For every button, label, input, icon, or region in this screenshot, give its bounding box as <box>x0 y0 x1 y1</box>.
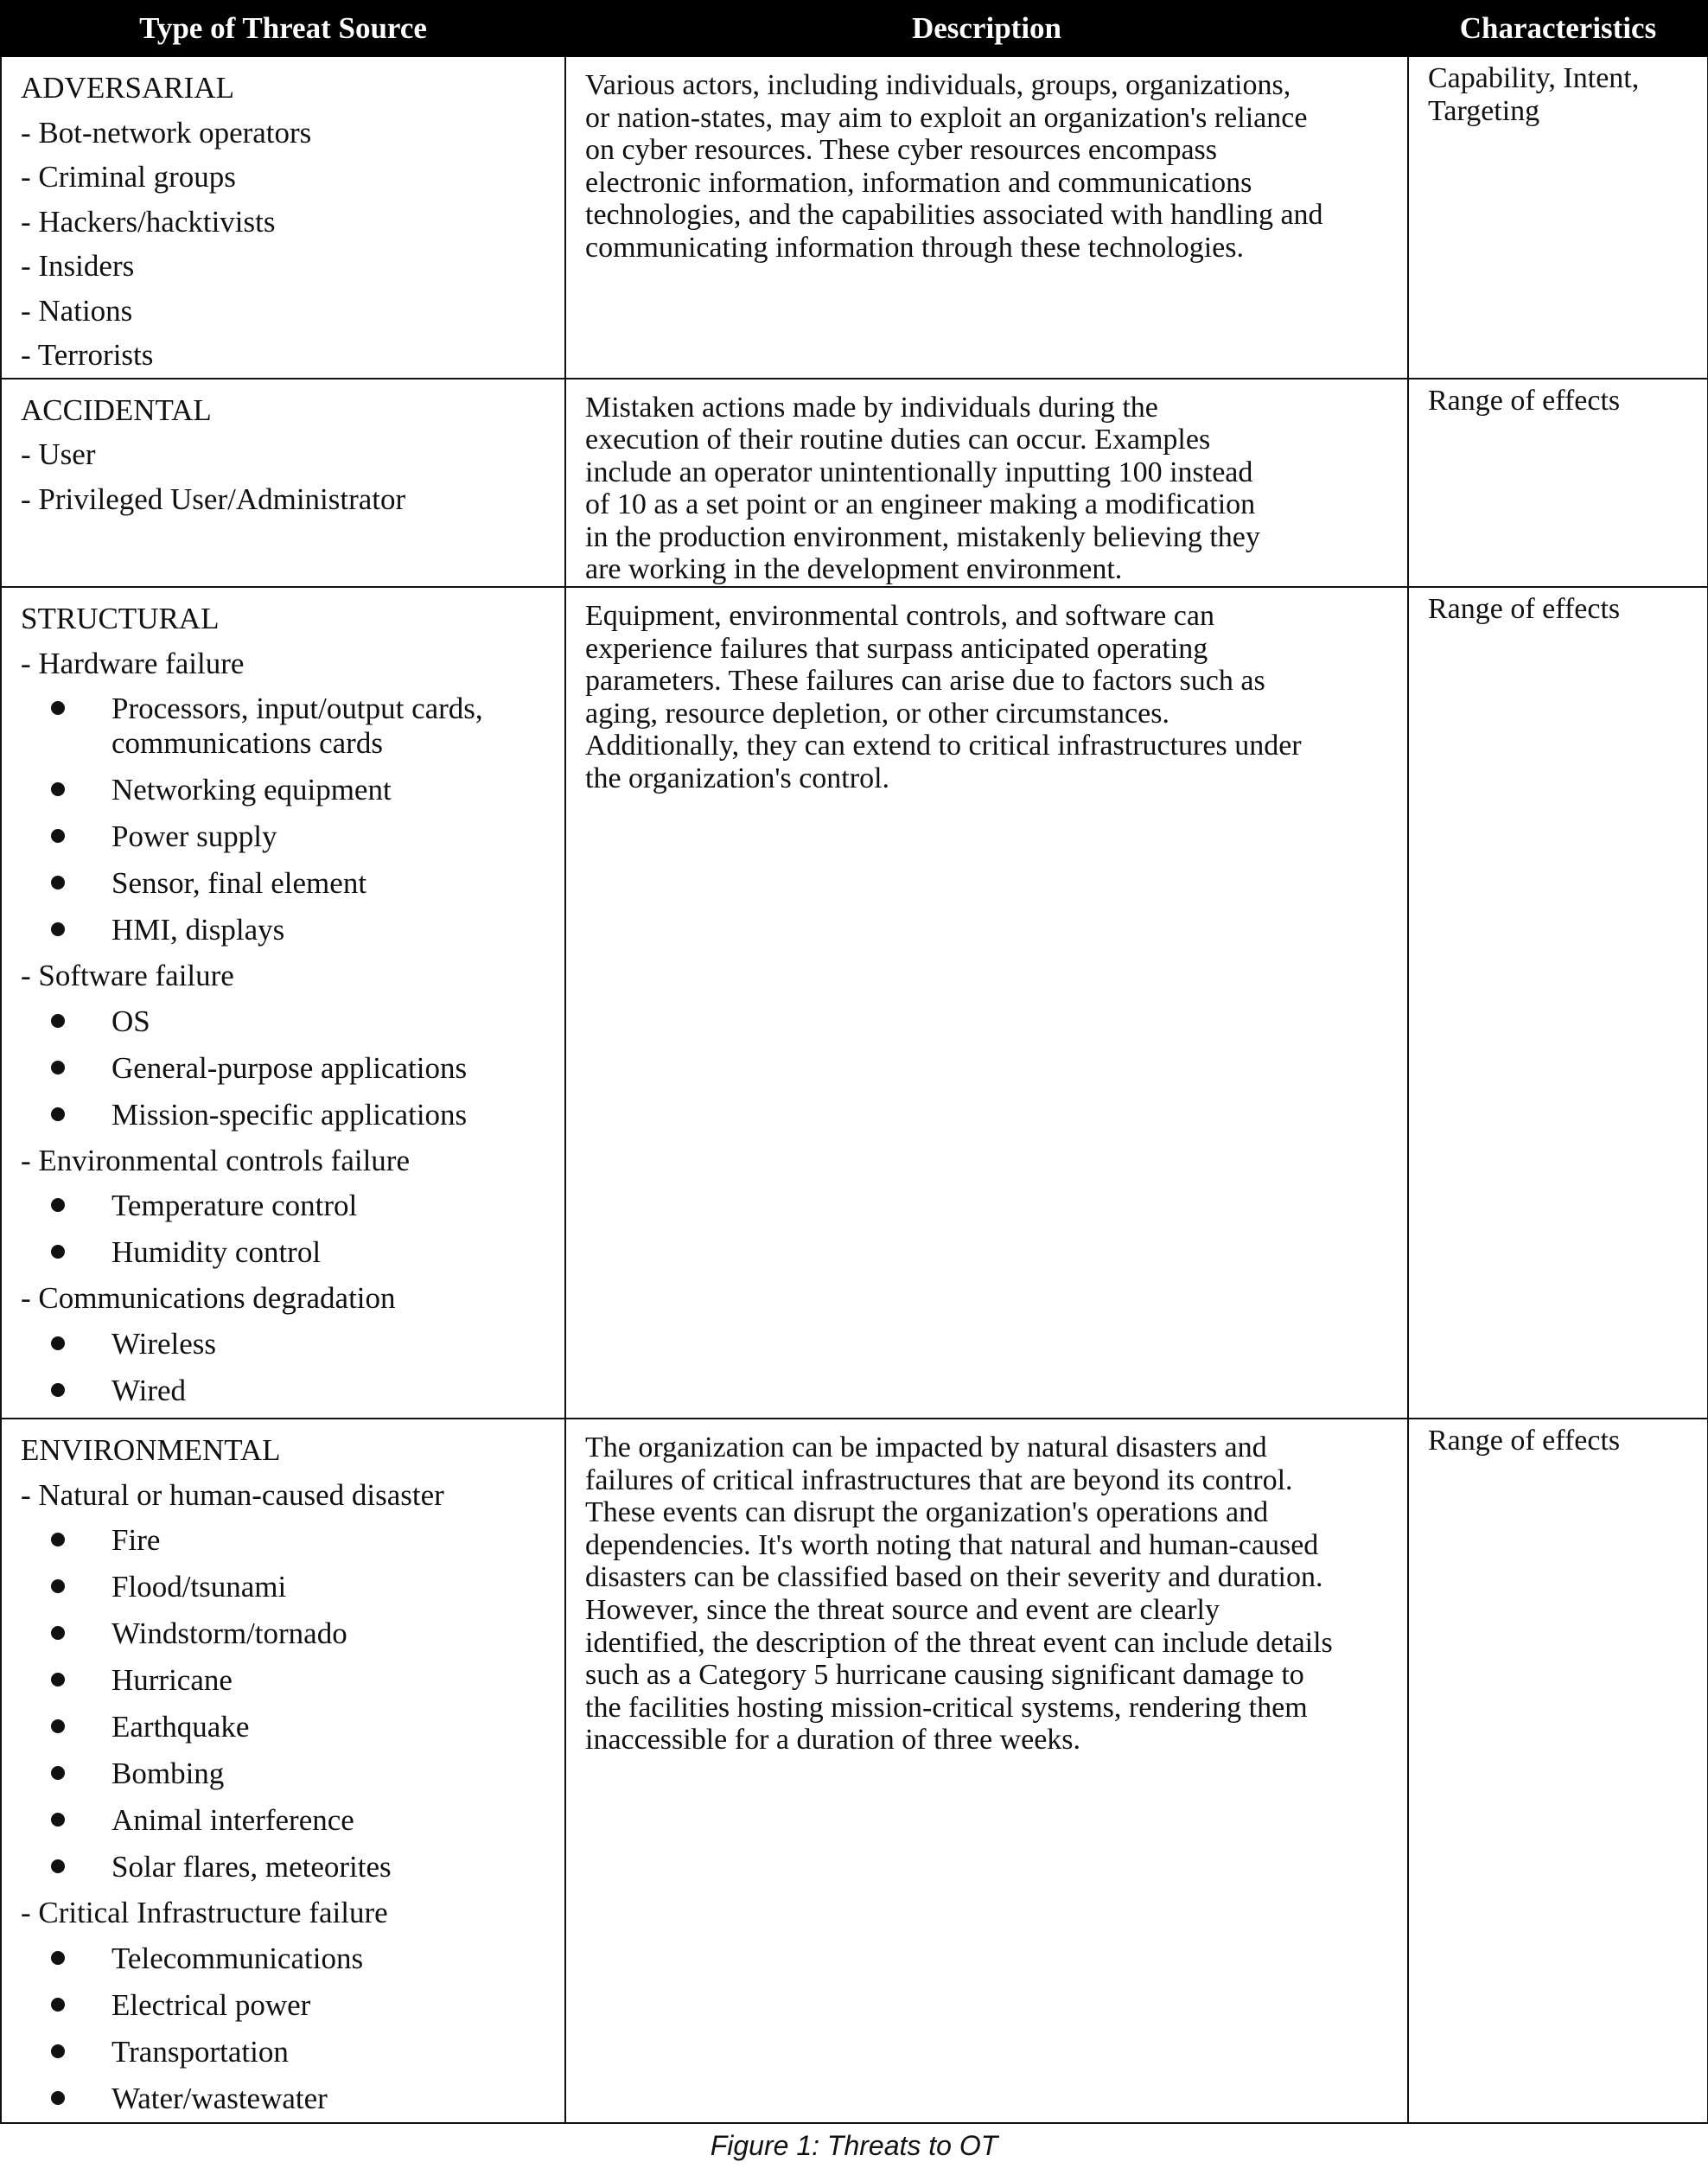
sub-category-item: - Privileged User/Administrator <box>21 481 406 516</box>
table-row-environmental <box>1 1419 1708 2123</box>
description-line: Various actors, including individuals, groups, organizations, <box>585 69 1291 101</box>
description-line: technologies, and the capabilities associated with handling and <box>585 199 1323 232</box>
bullet-dot-icon <box>51 876 65 890</box>
threat-category-label: ADVERSARIAL <box>21 71 234 105</box>
table-row-structural <box>1 587 1708 1419</box>
sub-category-item: - Criminal groups <box>21 160 236 194</box>
header-type-of-threat-source: Type of Threat Source <box>1 1 565 56</box>
sub-category-item: - Bot-network operators <box>21 115 312 150</box>
sub-category-item: - Insiders <box>21 249 135 283</box>
description-line: Mistaken actions made by individuals during the <box>585 391 1158 424</box>
threat-source-cell <box>1 379 565 588</box>
description-line: identified, the description of the threat event can include details <box>585 1626 1333 1659</box>
description-line: These events can disrupt the organization's operations and <box>585 1496 1269 1529</box>
bullet-dot-icon <box>51 1579 65 1593</box>
description-line: communicating information through these technologies. <box>585 231 1244 264</box>
header-description: Description <box>565 1 1408 56</box>
description-line: or nation-states, may aim to exploit an organization's reliance <box>585 101 1308 134</box>
description-line: of 10 as a set point or an engineer making a modification <box>585 488 1256 521</box>
bullet-item-text: Humidity control <box>112 1235 322 1270</box>
description-line: Additionally, they can extend to critical infrastructures under <box>585 730 1302 762</box>
bullet-item-text: Telecommunications <box>112 1941 364 1975</box>
bullet-list-item <box>21 1368 564 1414</box>
bullet-item-text: Processors, input/output cards, communications cards <box>112 692 483 761</box>
threat-source-cell <box>1 1419 565 2123</box>
threat-source-cell <box>1 56 565 379</box>
characteristics-cell <box>1408 587 1708 1419</box>
bullet-list-item <box>21 1092 564 1138</box>
bullet-item-text: Hurricane <box>112 1663 233 1698</box>
table-row-adversarial <box>1 56 1708 379</box>
bullet-item-text: Wireless <box>112 1326 217 1361</box>
bullet-item-text: OS <box>112 1004 150 1038</box>
header-characteristics: Characteristics <box>1408 1 1708 56</box>
description-line: the organization's control. <box>585 762 890 795</box>
bullet-list-item <box>21 685 564 767</box>
description-line: parameters. These failures can arise due to factors such as <box>585 665 1265 698</box>
bullet-list-item <box>21 860 564 907</box>
bullet-list-item <box>21 767 564 813</box>
bullet-list-item <box>21 1045 564 1092</box>
sub-category-item: - Nations <box>21 293 133 328</box>
bullet-dot-icon <box>51 1107 65 1121</box>
sub-category-item: - Software failure <box>21 959 234 993</box>
threat-source-cell <box>1 587 565 1419</box>
threat-category-label: ENVIRONMENTAL <box>21 1433 281 1468</box>
bullet-list-item <box>21 1982 564 2029</box>
bullet-dot-icon <box>51 1533 65 1546</box>
description-line: failures of critical infrastructures that are beyond its control. <box>585 1463 1293 1496</box>
bullet-list-item <box>21 1610 564 1657</box>
description-line: such as a Category 5 hurricane causing significant damage to <box>585 1659 1304 1692</box>
bullet-list-item <box>21 1704 564 1750</box>
description-cell <box>565 56 1408 379</box>
sub-category-item: - Terrorists <box>21 338 154 372</box>
bullet-list-item <box>21 1657 564 1704</box>
bullet-list-item <box>21 1321 564 1368</box>
bullet-list-item <box>21 1935 564 1982</box>
characteristics-cell <box>1408 56 1708 379</box>
sub-category-item: - Environmental controls failure <box>21 1143 410 1177</box>
bullet-item-text: Windstorm/tornado <box>112 1616 347 1651</box>
bullet-item-text: Earthquake <box>112 1710 250 1744</box>
description-line: on cyber resources. These cyber resources encompass <box>585 134 1218 167</box>
description-line: However, since the threat source and event are clearly <box>585 1594 1220 1627</box>
bullet-dot-icon <box>51 1336 65 1350</box>
sub-category-item: - Communications degradation <box>21 1281 396 1316</box>
bullet-dot-icon <box>51 1766 65 1780</box>
description-line: are working in the development environment. <box>585 553 1123 586</box>
bullet-dot-icon <box>51 1014 65 1028</box>
characteristics-line: Range of effects <box>1428 384 1621 417</box>
description-line: in the production environment, mistakenly believing they <box>585 520 1260 553</box>
description-cell <box>565 587 1408 1419</box>
bullet-dot-icon <box>51 2044 65 2058</box>
description-line: include an operator unintentionally inputting 100 instead <box>585 456 1253 488</box>
bullet-list-item <box>21 1844 564 1891</box>
bullet-item-text: Temperature control <box>112 1189 358 1223</box>
bullet-item-text: Flood/tsunami <box>112 1570 287 1604</box>
sub-category-item: - Critical Infrastructure failure <box>21 1896 388 1930</box>
description-line: electronic information, information and communications <box>585 166 1252 199</box>
threat-category-label: ACCIDENTAL <box>21 392 212 427</box>
bullet-dot-icon <box>51 1813 65 1827</box>
bullet-list-item <box>21 1797 564 1844</box>
bullet-item-text: Mission-specific applications <box>112 1097 468 1132</box>
bullet-list-item <box>21 1517 564 1564</box>
sub-category-item: - Hackers/hacktivists <box>21 204 276 239</box>
characteristics-cell <box>1408 1419 1708 2123</box>
description-line: experience failures that surpass anticipated operating <box>585 632 1208 665</box>
table-header-row <box>1 1 1708 56</box>
sub-category-item: - User <box>21 437 96 471</box>
description-line: Equipment, environmental controls, and software can <box>585 600 1214 633</box>
bullet-item-text: Networking equipment <box>112 773 392 807</box>
bullet-item-text: Bombing <box>112 1757 225 1791</box>
bullet-list-item <box>21 2076 564 2122</box>
figure-caption: Figure 1: Threats to OT <box>710 2130 998 2161</box>
bullet-list-item <box>21 907 564 953</box>
characteristics-line: Capability, Intent, <box>1428 62 1640 94</box>
bullet-item-text: Power supply <box>112 819 277 854</box>
bullet-list-item <box>21 1564 564 1610</box>
bullet-dot-icon <box>51 1198 65 1212</box>
bullet-dot-icon <box>51 782 65 796</box>
bullet-dot-icon <box>51 1951 65 1965</box>
bullet-dot-icon <box>51 1383 65 1397</box>
bullet-dot-icon <box>51 1859 65 1873</box>
description-line: disasters can be classified based on their severity and duration. <box>585 1561 1323 1594</box>
bullet-item-text: Transportation <box>112 2034 289 2069</box>
description-cell <box>565 1419 1408 2123</box>
sub-category-item: - Natural or human-caused disaster <box>21 1477 444 1512</box>
table-row-accidental <box>1 379 1708 588</box>
bullet-dot-icon <box>51 922 65 936</box>
bullet-item-text: Solar flares, meteorites <box>112 1850 392 1884</box>
bullet-dot-icon <box>51 1673 65 1687</box>
characteristics-line: Range of effects <box>1428 593 1621 626</box>
bullet-dot-icon <box>51 1998 65 2012</box>
description-line: the facilities hosting mission-critical systems, rendering them <box>585 1691 1308 1724</box>
bullet-list-item <box>21 1229 564 1276</box>
bullet-list-item <box>21 1183 564 1229</box>
bullet-list-item <box>21 998 564 1045</box>
threat-category-label: STRUCTURAL <box>21 602 220 636</box>
bullet-dot-icon <box>51 1061 65 1074</box>
characteristics-line: Range of effects <box>1428 1425 1621 1457</box>
description-line: The organization can be impacted by natural disasters and <box>585 1432 1267 1464</box>
bullet-list-item <box>21 1750 564 1797</box>
bullet-list-item <box>21 813 564 860</box>
bullet-item-text: Electrical power <box>112 1987 311 2022</box>
description-cell <box>565 379 1408 588</box>
bullet-dot-icon <box>51 1245 65 1259</box>
description-line: aging, resource depletion, or other circumstances. <box>585 697 1169 730</box>
description-line: dependencies. It's worth noting that natural and human-caused <box>585 1528 1319 1561</box>
characteristics-cell <box>1408 379 1708 588</box>
sub-category-item: - Hardware failure <box>21 646 245 680</box>
bullet-dot-icon <box>51 1719 65 1733</box>
bullet-list-item <box>21 2029 564 2076</box>
bullet-dot-icon <box>51 1626 65 1640</box>
characteristics-line: Targeting <box>1428 94 1540 127</box>
bullet-item-text: HMI, displays <box>112 913 285 947</box>
bullet-item-text: Wired <box>112 1373 187 1407</box>
bullet-item-text: Animal interference <box>112 1803 354 1838</box>
bullet-dot-icon <box>51 829 65 843</box>
bullet-item-text: General-purpose applications <box>112 1050 468 1085</box>
bullet-dot-icon <box>51 701 65 715</box>
bullet-item-text: Water/wastewater <box>112 2081 328 2115</box>
description-line: execution of their routine duties can occur. Examples <box>585 424 1211 456</box>
bullet-item-text: Sensor, final element <box>112 866 367 901</box>
description-line: inaccessible for a duration of three weeks. <box>585 1724 1081 1757</box>
bullet-item-text: Fire <box>112 1523 161 1558</box>
bullet-dot-icon <box>51 2091 65 2105</box>
